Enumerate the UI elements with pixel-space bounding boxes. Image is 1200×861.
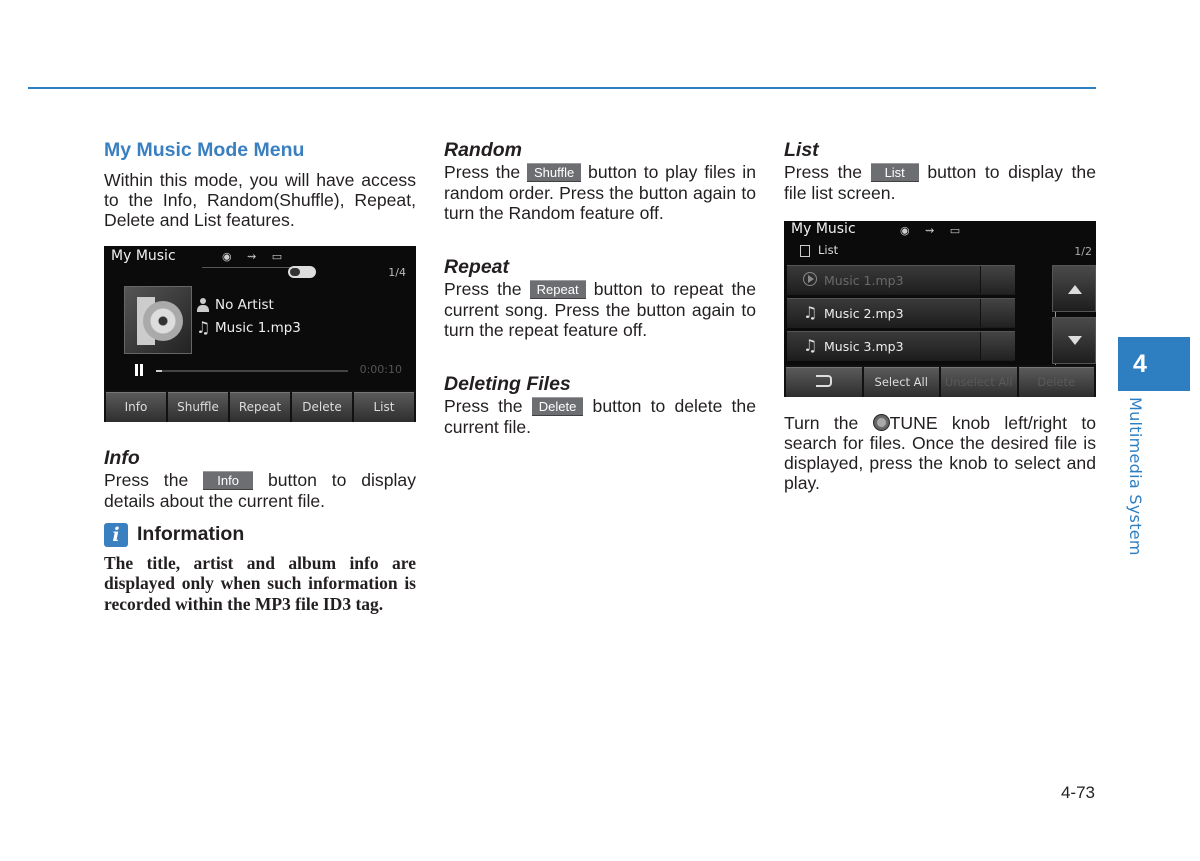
file-name: Music 2.mp3 [824,305,904,321]
random-text [444,162,756,223]
file-row[interactable] [787,298,1015,328]
random-heading: Random [444,139,522,161]
tune-text-pre: Turn the [784,412,859,433]
list-label: List [818,242,839,257]
chapter-tab [1118,337,1190,391]
file-list-screen [784,221,1096,397]
repeat-text [444,279,756,340]
info-text-post: button to display details about the current file. [104,470,416,511]
repeat-heading: Repeat [444,255,510,278]
information-note-header [104,523,416,547]
shuffle-button-chip: Shuffle [527,163,581,182]
music-note-icon: ♫ [803,335,818,355]
section-title-vertical: Multimedia System [1126,397,1145,556]
section-heading: My Music Mode Menu [104,139,305,161]
play-time: 0:00:10 [359,363,402,376]
screen-title: My Music [111,248,176,264]
status-icons: ◉ ⇝ ▭ [900,223,967,237]
info-heading: Info [104,447,140,469]
repeat-text-post: button to repeat the current song. Press the button again to turn the repeat feature off. [444,278,756,340]
screen-list-button[interactable]: List [354,392,414,422]
list-text-post: button to display the file list screen. [784,162,1096,203]
select-all-button[interactable]: Select All [864,367,940,397]
progress-bar[interactable] [156,370,348,372]
page-counter: 1/2 [1074,244,1092,258]
tune-text-post: TUNE knob left/right to search for files. Once the desired file is displayed, press the knob to select and play. [784,412,1096,493]
info-text [104,470,416,511]
scroll-up-button[interactable] [1052,265,1096,312]
tune-knob-icon [873,414,890,431]
file-row[interactable] [787,265,1015,295]
delete-button-chip: Delete [532,397,584,416]
my-music-screen [104,246,416,422]
list-heading: List [784,139,819,161]
row-checkbox[interactable] [980,299,1015,327]
screen-delete-button[interactable]: Delete [292,392,352,422]
track-counter: 1/4 [388,266,406,279]
column-3 [784,138,1096,493]
intro-text: Within this mode, you will have access to the Info, Random(Shuffle), Repeat, Delete and List features. [104,170,416,230]
artist-icon [197,298,209,312]
row-checkbox[interactable] [980,266,1015,294]
delete-text-post: button to delete the current file. [444,395,757,437]
file-name: Music 1.mp3 [824,272,904,288]
screen-button-bar [104,390,416,422]
album-art [124,286,192,354]
screen-repeat-button[interactable]: Repeat [230,392,290,422]
play-icon [803,272,817,286]
list-text-pre: Press the [784,162,863,182]
disc-icon [143,301,183,341]
file-name: Music 3.mp3 [824,338,904,354]
screen-title: My Music [791,220,856,237]
column-2 [444,138,756,437]
screen-shuffle-button[interactable]: Shuffle [168,392,228,422]
chapter-number: 4 [1133,350,1147,378]
information-icon: i [104,523,128,547]
delete-text [444,396,756,437]
unselect-all-button[interactable]: Unselect All [941,367,1017,397]
page-number: 4-73 [1060,783,1095,802]
list-button-chip: List [871,163,919,182]
note-title: Information [137,523,245,546]
music-note-icon: ♫ [196,318,211,337]
down-arrow-icon [1068,336,1082,345]
repeat-text-pre: Press the [444,278,522,299]
header-rule [28,87,1096,89]
delete-text-pre: Press the [444,395,523,416]
random-text-pre: Press the [444,162,521,182]
song-title: Music 1.mp3 [215,320,301,336]
info-button-chip: Info [203,471,253,490]
note-body: The title, artist and album info are displayed only when such information is recorded within the MP3 file ID3 tag. [104,552,416,614]
repeat-button-chip: Repeat [530,280,586,299]
delete-selected-button[interactable]: Delete [1019,367,1095,397]
column-1 [104,138,416,614]
list-button-bar [784,365,1096,397]
list-icon [800,245,810,257]
status-icons: ◉ ⇝ ▭ [222,250,289,263]
list-text [784,162,1096,203]
delete-heading: Deleting Files [444,372,571,395]
random-text-post: button to play files in random order. Press the button again to turn the Random feature off. [444,162,756,223]
info-text-pre: Press the [104,470,189,490]
tune-text [784,413,1096,493]
music-note-icon: ♫ [803,302,818,322]
screen-info-button[interactable]: Info [106,392,166,422]
scroll-buttons [1052,265,1096,369]
pause-icon[interactable] [134,364,144,376]
back-icon [816,375,832,387]
row-checkbox[interactable] [980,332,1015,360]
up-arrow-icon [1068,285,1082,294]
back-button[interactable] [786,367,862,397]
file-row[interactable] [787,331,1015,361]
artist-name: No Artist [215,297,274,313]
toggle-icon [288,266,316,278]
scroll-down-button[interactable] [1052,317,1096,364]
